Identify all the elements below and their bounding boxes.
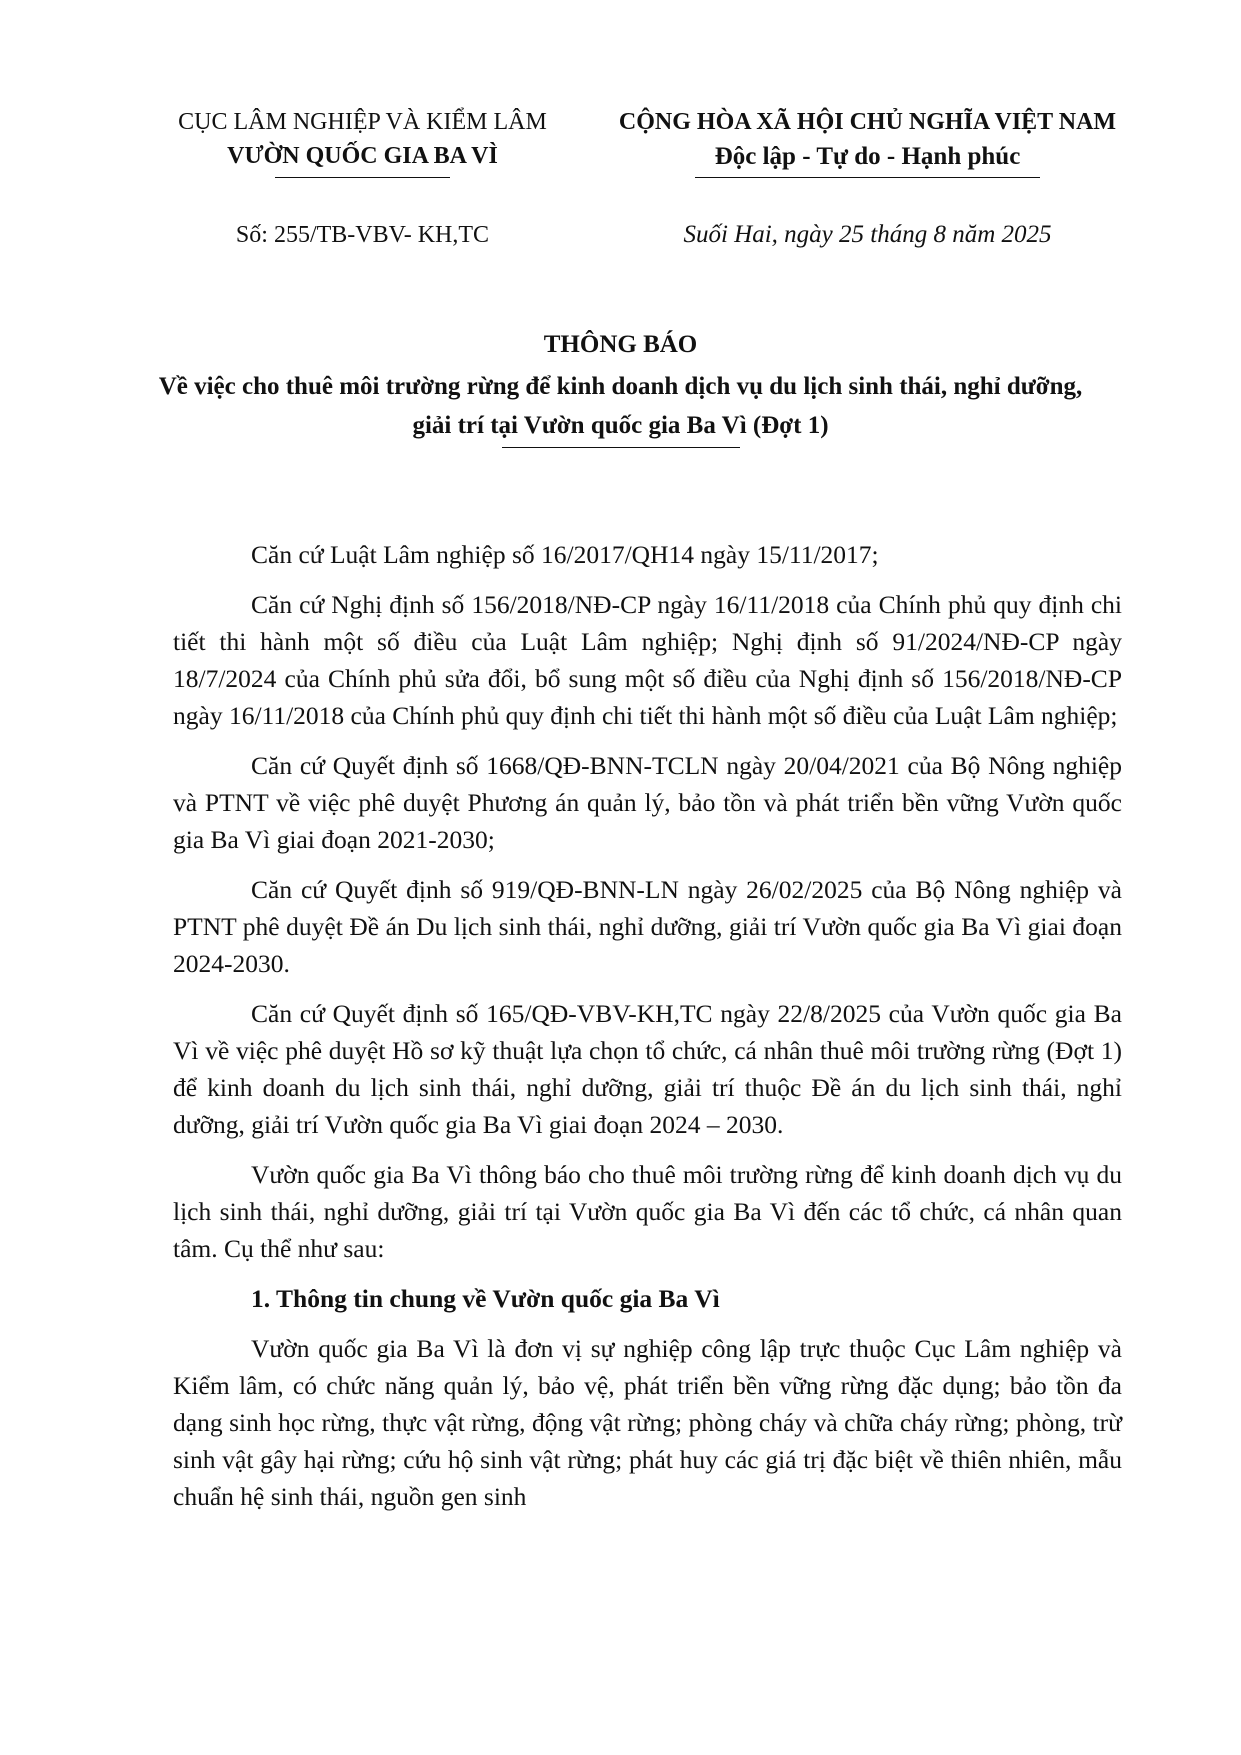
subject-underline [502,447,740,448]
basis-paragraph: Căn cứ Quyết định số 165/QĐ-VBV-KH,TC ngày 22/8/2025 của Vườn quốc gia Ba Vì về việc phê duyệt Hồ sơ kỹ thuật lựa chọn tổ chức, cá nhân thuê môi trường rừng (Đợt 1) để kinh doanh du lịch sinh thái, nghỉ dưỡng, giải trí thuộc Đề án du lịch sinh thái, nghỉ dưỡng, giải trí Vườn quốc gia Ba Vì giai đoạn 2024 – 2030. [173,999,1122,1139]
basis-paragraph: Căn cứ Quyết định số 1668/QĐ-BNN-TCLN ngày 20/04/2021 của Bộ Nông nghiệp và PTNT về việc phê duyệt Phương án quản lý, bảo tồn và phát triển bền vững Vườn quốc gia Ba Vì giai đoạn 2021-2030; [173,751,1122,854]
agency-name: VƯỜN QUỐC GIA BA VÌ [227,143,498,169]
basis-paragraph: Căn cứ Luật Lâm nghiệp số 16/2017/QH14 ngày 15/11/2017; [251,540,879,569]
place-and-date: Suối Hai, ngày 25 tháng 8 năm 2025 [683,221,1052,248]
basis-paragraph: Căn cứ Nghị định số 156/2018/NĐ-CP ngày 16/11/2018 của Chính phủ quy định chi tiết thi hành một số điều của Luật Lâm nghiệp; Nghị định số 91/2024/NĐ-CP ngày 18/7/2024 của Chính phủ sửa đổi, bổ sung một số điều của Nghị định số 156/2018/NĐ-CP ngày 16/11/2018 của Chính phủ quy định chi tiết thi hành một số điều của Luật Lâm nghiệp; [173,590,1122,730]
document-number: Số: 255/TB-VBV- KH,TC [235,222,490,248]
parent-agency: CỤC LÂM NGHIỆP VÀ KIỂM LÂM [178,109,547,135]
document-subject: Về việc cho thuê môi trường rừng để kinh doanh dịch vụ du lịch sinh thái, nghỉ dưỡng, giải trí tại Vườn quốc gia Ba Vì (Đợt 1) [158,373,1083,439]
document-body [173,536,1122,1528]
motto-underline [695,177,1040,178]
basis-paragraph: Căn cứ Quyết định số 919/QĐ-BNN-LN ngày 26/02/2025 của Bộ Nông nghiệp và PTNT phê duyệt Đề án Du lịch sinh thái, nghỉ dưỡng, giải trí Vườn quốc gia Ba Vì giai đoạn 2024-2030. [173,875,1122,978]
national-motto: Độc lập - Tự do - Hạnh phúc [714,143,1021,170]
national-motto-block [590,105,1145,178]
document-type: THÔNG BÁO [543,331,698,358]
section-1-paragraph: Vườn quốc gia Ba Vì là đơn vị sự nghiệp công lập trực thuộc Cục Lâm nghiệp và Kiểm lâm, có chức năng quản lý, bảo vệ, phát triển bền vững rừng đặc dụng; bảo tồn đa dạng sinh học rừng, thực vật rừng, động vật rừng; phòng cháy và chữa cháy rừng; phòng, trừ sinh vật gây hại rừng; cứu hộ sinh vật rừng; phát huy các giá trị đặc biệt về thiên nhiên, mẫu chuẩn hệ sinh thái, nguồn gen sinh [173,1334,1122,1511]
issuing-agency-block [160,105,565,178]
title-block [140,327,1101,448]
section-1-heading: 1. Thông tin chung về Vườn quốc gia Ba Vì [251,1284,720,1313]
announcement-paragraph: Vườn quốc gia Ba Vì thông báo cho thuê môi trường rừng để kinh doanh dịch vụ du lịch sinh thái, nghỉ dưỡng, giải trí tại Vườn quốc gia Ba Vì đến các tổ chức, cá nhân quan tâm. Cụ thể như sau: [173,1160,1122,1263]
national-title: CỘNG HÒA XÃ HỘI CHỦ NGHĨA VIỆT NAM [618,109,1117,135]
agency-underline [275,177,450,178]
